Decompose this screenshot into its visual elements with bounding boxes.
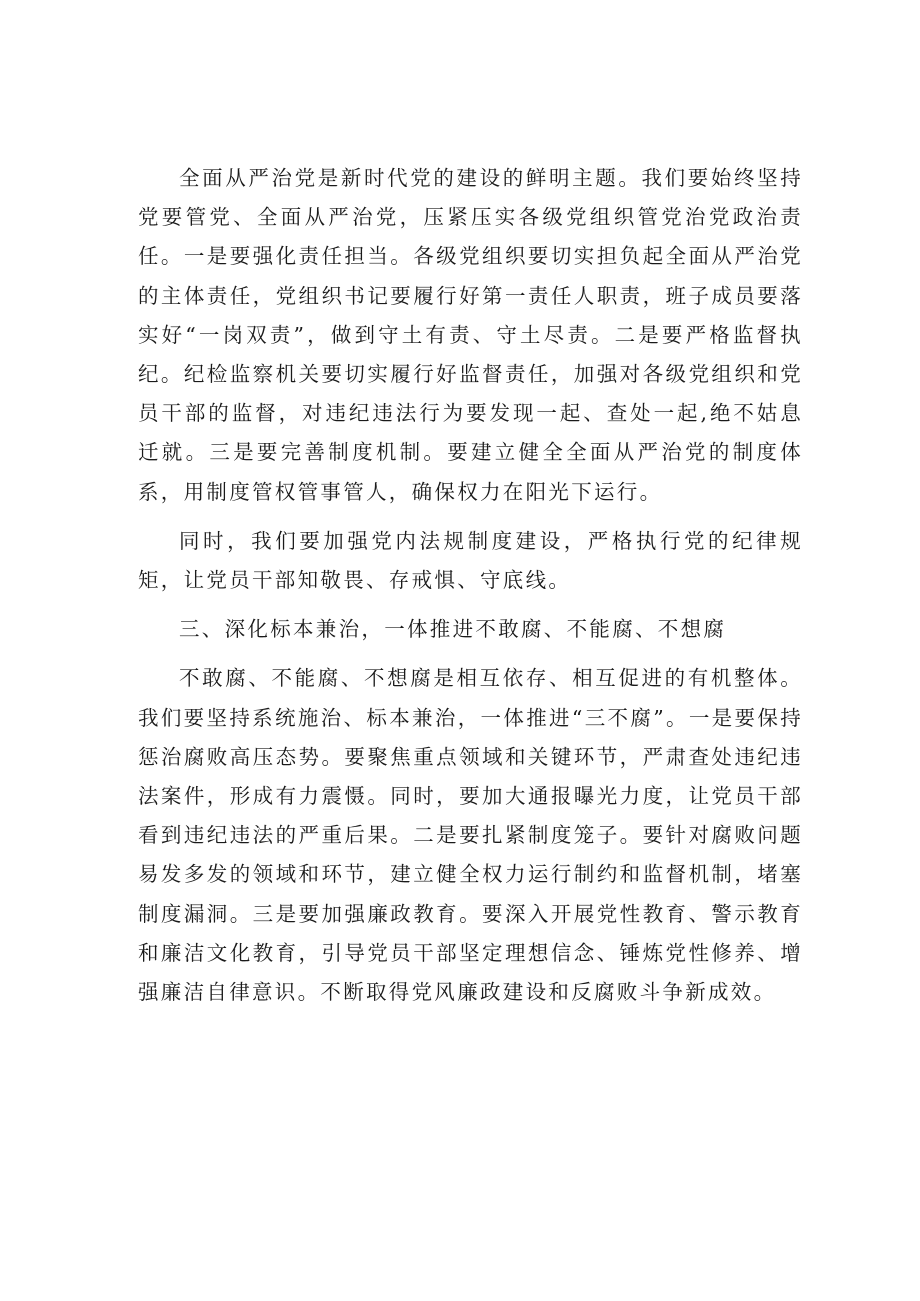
paragraph-anti-corruption: 不敢腐、不能腐、不想腐是相互依存、相互促进的有机整体。我们要坚持系统施治、标本兼治，一体推进“三不腐”。一是要保持惩治腐败高压态势。要聚焦重点领域和关键环节，严肃查处违纪违法案件，形成有力震慑。同时，要加大通报曝光力度，让党员干部看到违纪违法的严重后果。二是要扎紧制度笼子。要针对腐败问题易发多发的领域和环节，建立健全权力运行制约和监督机制，堵塞制度漏洞。三是要加强廉政教育。要深入开展党性教育、警示教育和廉洁文化教育，引导党员干部坚定理想信念、锤炼党性修养、增强廉洁自律意识。不断取得党风廉政建设和反腐败斗争新成效。 xyxy=(138,666,803,1005)
section-heading: 三、深化标本兼治，一体推进不敢腐、不能腐、不想腐 xyxy=(179,617,727,642)
document-body xyxy=(138,159,803,1012)
paragraph-strict-governance: 全面从严治党是新时代党的建设的鲜明主题。我们要始终坚持党要管党、全面从严治党，压紧压实各级党组织管党治党政治责任。一是要强化责任担当。各级党组织要切实担负起全面从严治党的主体责任，党组织书记要履行好第一责任人职责，班子成员要落实好“一岗双责”，做到守土有责、守土尽责。二是要严格监督执纪。纪检监察机关要切实履行好监督责任，加强对各级党组织和党员干部的监督，对违纪违法行为要发现一起、查处一起,绝不姑息迁就。三是要完善制度机制。要建立健全全面从严治党的制度体系，用制度管权管事管人，确保权力在阳光下运行。 xyxy=(138,166,803,504)
paragraph-party-regulations: 同时，我们要加强党内法规制度建设，严格执行党的纪律规矩，让党员干部知敬畏、存戒惧、守底线。 xyxy=(138,528,803,593)
